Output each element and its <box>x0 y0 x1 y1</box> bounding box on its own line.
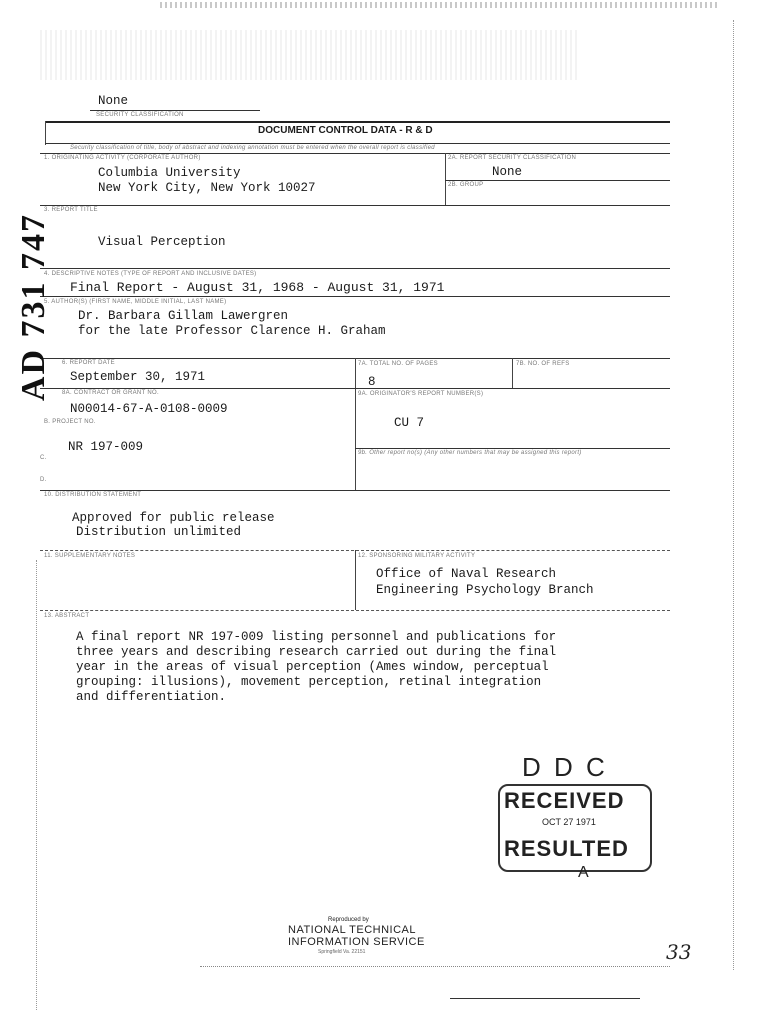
abstract-line-1: A final report NR 197-009 listing personnel and publications for <box>76 630 557 644</box>
form-title-rule <box>45 143 670 144</box>
form-left-edge <box>45 121 46 145</box>
abstract-line-2: three years and describing research carried out during the final <box>76 645 557 659</box>
contract-number: N00014-67-A-0108-0009 <box>70 402 228 416</box>
ntis-location: Springfield Va. 22151 <box>318 949 366 955</box>
project-number: NR 197-009 <box>68 440 144 454</box>
originator-report-label: 9A. ORIGINATOR'S REPORT NUMBER(S) <box>358 391 484 397</box>
report-date-label: 6. REPORT DATE <box>62 360 115 366</box>
rule-9b <box>355 448 670 449</box>
sponsoring-label: 12. SPONSORING MILITARY ACTIVITY <box>358 553 476 559</box>
report-title-label: 3. REPORT TITLE <box>44 207 98 213</box>
security-label: 2A. REPORT SECURITY CLASSIFICATION <box>448 155 577 161</box>
item-c: C. <box>40 455 47 461</box>
rule-below-title <box>40 268 670 269</box>
other-report-label: 9b. Other report no(s) (Any other numbers that may be assigned this report) <box>358 450 582 456</box>
rule-below-date <box>40 388 670 389</box>
sponsor-line-2: Engineering Psychology Branch <box>376 583 594 597</box>
originating-line-2: New York City, New York 10027 <box>98 181 316 195</box>
report-date: September 30, 1971 <box>70 370 206 384</box>
scan-edge-left <box>36 560 37 1010</box>
contract-label: 8A. CONTRACT OR GRANT NO. <box>62 390 159 396</box>
security-class-top: None <box>98 94 129 108</box>
footer-bottom-rule <box>450 998 640 999</box>
abstract-line-3: year in the areas of visual perception (Ames window, perceptual <box>76 660 549 674</box>
supplementary-label: 11. SUPPLEMENTARY NOTES <box>44 553 136 559</box>
scan-noise-header <box>40 30 580 80</box>
rule-below-contract <box>40 490 670 491</box>
report-title: Visual Perception <box>98 235 226 249</box>
stamp-line-1: RECEIVED <box>504 788 625 813</box>
project-label: B. PROJECT NO. <box>44 419 96 425</box>
rule-below-originating <box>40 205 670 206</box>
originating-label: 1. ORIGINATING ACTIVITY (CORPORATE AUTHOR) <box>44 155 201 161</box>
security-value: None <box>492 165 523 179</box>
page-number: 33 <box>666 940 692 964</box>
ntis-line-2: INFORMATION SERVICE <box>288 936 425 948</box>
group-label: 2B. GROUP <box>448 182 484 188</box>
divider-pages-refs <box>512 358 513 388</box>
divider-date <box>355 358 356 490</box>
author-line-1: Dr. Barbara Gillam Lawergren <box>78 309 289 323</box>
abstract-label: 13. ABSTRACT <box>44 613 90 619</box>
refs-label: 7B. NO. OF REFS <box>516 361 570 367</box>
rule-below-instructions <box>40 153 670 154</box>
scan-noise-top <box>160 2 720 8</box>
security-class-label: SECURITY CLASSIFICATION <box>96 112 184 118</box>
abstract-line-4: grouping: illusions), movement perception, retinal integration <box>76 675 542 689</box>
author-line-2: for the late Professor Clarence H. Graham <box>78 324 386 338</box>
form-instructions: Security classification of title, body of abstract and indexing annotation must be entered when the overall report is classified <box>70 145 435 151</box>
stamp-top: D D C <box>522 752 608 782</box>
stamp-bottom: A <box>578 864 589 881</box>
accession-number: AD 731 747 <box>15 212 52 402</box>
divider-originating <box>445 153 446 205</box>
abstract-line-5: and differentiation. <box>76 690 227 704</box>
descriptive-notes: Final Report - August 31, 1968 - August 31, 1971 <box>70 280 445 295</box>
descriptive-label: 4. DESCRIPTIVE NOTES (TYPE OF REPORT AND INCLUSIVE DATES) <box>44 271 257 277</box>
distribution-label: 10. DISTRIBUTION STATEMENT <box>44 492 142 498</box>
rule-security-top <box>90 110 260 111</box>
scan-edge-right <box>733 20 734 970</box>
form-top-rule <box>45 121 670 123</box>
distribution-line-2: Distribution unlimited <box>76 525 242 539</box>
footer-dotted-rule <box>200 966 670 967</box>
sponsor-line-1: Office of Naval Research <box>376 567 557 581</box>
reproduced-by: Reproduced by <box>328 917 369 923</box>
originating-line-1: Columbia University <box>98 166 241 180</box>
ddc-stamp <box>492 740 662 890</box>
stamp-line-2: RESULTED <box>504 836 629 861</box>
authors-label: 5. AUTHOR(S) (FIRST NAME, MIDDLE INITIAL, LAST NAME) <box>44 299 227 305</box>
ntis-line-1: NATIONAL TECHNICAL <box>288 924 416 936</box>
divider-sponsoring <box>355 550 356 610</box>
stamp-date: OCT 27 1971 <box>542 817 596 827</box>
originator-report: CU 7 <box>394 416 425 430</box>
total-pages-label: 7A. TOTAL NO. OF PAGES <box>358 361 438 367</box>
rule-below-sponsor <box>40 610 670 611</box>
total-pages: 8 <box>368 375 376 389</box>
rule-security-group <box>445 180 670 181</box>
form-title: DOCUMENT CONTROL DATA - R & D <box>258 125 433 136</box>
distribution-line-1: Approved for public release <box>72 511 275 525</box>
item-d: D. <box>40 477 47 483</box>
rule-below-descriptive <box>40 296 670 297</box>
